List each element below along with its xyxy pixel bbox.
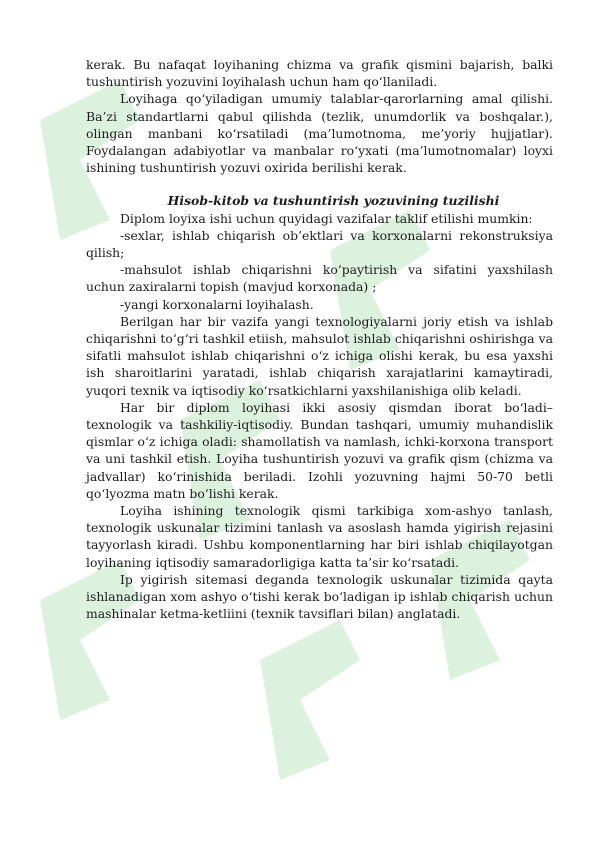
paragraph-tasks-intro: Diplom loyixa ishi uchun quyidagi vazifalar taklif etilishi mumkin:: [120, 210, 533, 226]
list-item-new-enterprises: -yangi korxonalarni loyihalash.: [120, 296, 314, 312]
paragraph-tasks-goal: Berilgan har bir vazifa yangi texnologiyalarni joriy etish va ishlab chiqarishni to‘g‘ri tashkil etiish, mahsulot ishlab chiqarishni oshirishga va sifatli mahsulot ishlab chiqarishni o‘z ichiga olishi kerak, bu esa yaxshi ish sharoitlarini yaratadi, ishlab chiqarish xarajatlarini kamaytiradi, yuqori texnik va iqtisodiy ko‘rsatkichlarni yaxshilanishiga olib keladi.: [86, 313, 553, 398]
paragraph-continuation: kerak. Bu nafaqat loyihaning chizma va grafik qismini bajarish, balki tushuntirish yozuvini loyihalash uchun ham qo‘llaniladi.: [86, 57, 553, 90]
paragraph-technological-part: Loyiha ishining texnologik qismi tarkibiga xom-ashyo tanlash, texnologik uskunalar tizimini tanlash va asoslash hamda yigirish rejasini tayyorlash kiradi. Ushbu komponentlarning har biri ishlab chiqilayotgan loyihaning iqtisodiy samaradorligiga katta ta’sir ko‘rsatadi.: [86, 503, 553, 570]
list-item-reconstruction: -sexlar, ishlab chiqarish ob’ektlari va korxonalarni rekonstruksiya qilish;: [86, 227, 553, 261]
document-page: [86, 56, 553, 623]
section-heading: Hisob-kitob va tushuntirish yozuvining tuzilishi: [167, 193, 500, 209]
paragraph-project-parts: Har bir diplom loyihasi ikki asosiy qismdan iborat bo‘ladi– texnologik va tashkiliy-iqtisodiy. Bundan tashqari, umumiy muhandislik qismlar o‘z ichiga oladi: shamollatish va namlash, ichki-korxona transport va uni tashkil etish. Loyiha tushuntirish yozuvi va grafik qism (chizma va jadvallar) ko‘rinishida beriladi. Izohli yozuvning hajmi 50-70 betli qo‘lyozma matn bo‘lishi kerak.: [86, 399, 553, 501]
paragraph-spinning-system: Ip yigirish sitemasi deganda texnologik uskunalar tizimida qayta ishlanadigan xom ashyo o‘tishi kerak bo‘ladigan ip ishlab chiqarish uchun mashinalar ketma-ketliini (texnik tavsiflari bilan) anglatadi.: [86, 571, 553, 622]
list-item-reserves: -mahsulot ishlab chiqarishni ko‘paytirish va sifatini yaxshilash uchun zaxiralarni topish (mavjud korxonada) ;: [86, 262, 553, 295]
paragraph-requirements: Loyihaga qo‘yiladigan umumiy talablar-qarorlarning amal qilishi. Ba’zi standartlarni qabul qilishda (tezlik, unumdorlik va boshqalar.), olingan manbani ko‘rsatiladi (ma’lumotnoma, me’yoriy hujjatlar). Foydalangan adabiyotlar va manbalar ro‘yxati (ma’lumotnomalar) loyxi ishining tushuntirish yozuvi oxirida berilishi kerak.: [86, 91, 553, 176]
